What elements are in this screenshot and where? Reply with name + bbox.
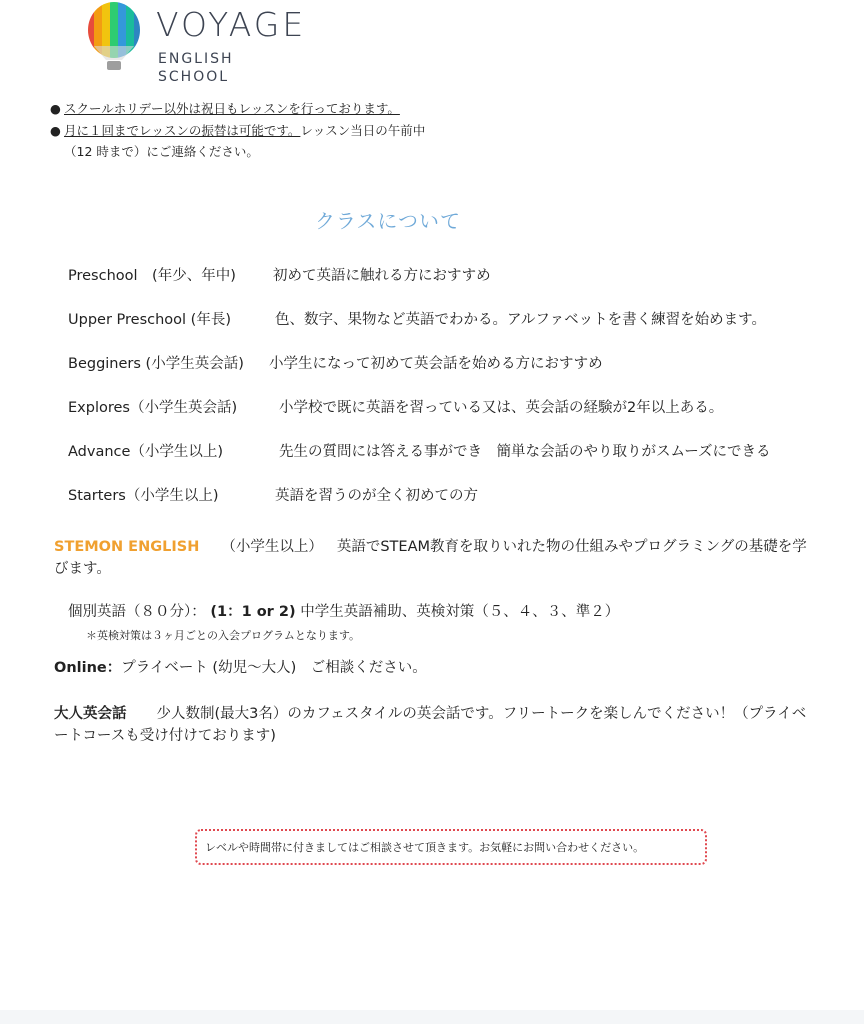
class-name: Advance（小学生以上) (68, 444, 224, 460)
class-name: Preschool (年少、年中) (68, 268, 236, 284)
footer-bar (0, 1010, 864, 1024)
logo-title: VOYAGE (156, 5, 307, 44)
class-desc: 先生の質問には答える事ができ 簡単な会話のやり取りがスムーズにできる (279, 444, 771, 460)
online-label: Online： (54, 660, 122, 676)
eiken-note: ＊英検対策は３ヶ月ごとの入会プログラムとなります。 (86, 629, 361, 642)
bullet-icon: ● (50, 123, 61, 138)
class-desc: 小学生になって初めて英会話を始める方におすすめ (269, 356, 603, 372)
stemon-name: STEMON ENGLISH (54, 539, 200, 555)
class-name: Starters（小学生以上) (68, 488, 219, 504)
bullet-icon: ● (50, 101, 61, 116)
adult-section (54, 703, 814, 747)
private-lesson-row (68, 601, 619, 623)
school-logo[interactable] (86, 2, 307, 85)
note-holiday-text: スクールホリデー以外は祝日もレッスンを行っております。 (64, 101, 400, 116)
note-makeup (50, 122, 425, 140)
notice-text: レベルや時間帯に付きましてはご相談させて頂きます。お気軽にお問い合わせください。 (205, 841, 645, 854)
private-desc: 中学生英語補助、英検対策（５、４、３、準２） (300, 604, 620, 620)
note-contact: （12 時まで）にご連絡ください。 (64, 144, 259, 159)
class-desc: 色、数字、果物など英語でわかる。アルファベットを書く練習を始めます。 (275, 312, 766, 328)
adult-desc: 少人数制(最大3名）のカフェスタイルの英会話です。フリートークを楽しんでください！（プライベートコースも受け付けております) (54, 706, 807, 744)
stemon-age: （小学生以上） (221, 539, 323, 555)
class-row (68, 354, 603, 374)
class-desc: 小学校で既に英語を習っている又は、英会話の経験が2年以上ある。 (279, 400, 724, 416)
class-row (68, 398, 724, 418)
notice-box (195, 829, 707, 865)
online-desc: プライベート (幼児〜大人) ご相談ください。 (121, 660, 427, 676)
stemon-desc: 英語でSTEAM教育を取りいれた物の仕組みやプログラミングの基礎を学びます。 (54, 539, 807, 577)
private-ratio: (1：1 or 2) (210, 604, 296, 620)
note-makeup-rest: レッスン当日の午前中 (300, 123, 426, 138)
class-row (68, 310, 766, 330)
note-holiday (50, 100, 400, 118)
class-row (68, 442, 771, 462)
class-row (68, 266, 491, 286)
class-row (68, 486, 478, 506)
adult-label: 大人英会話 (54, 706, 127, 722)
section-title: クラスについて (315, 209, 461, 233)
class-desc: 初めて英語に触れる方におすすめ (273, 268, 491, 284)
private-label: 個別英語（８０分）： (68, 604, 206, 620)
balloon-icon (86, 2, 142, 74)
logo-subtitle: ENGLISH SCHOOL (158, 51, 234, 85)
class-name: Begginers (小学生英会話) (68, 356, 244, 372)
class-desc: 英語を習うのが全く初めての方 (275, 488, 478, 504)
online-row (54, 657, 427, 679)
note-makeup-underlined: 月に１回までレッスンの振替は可能です。 (64, 123, 301, 138)
class-name: Upper Preschool (年長) (68, 312, 231, 328)
stemon-english-section (54, 536, 814, 580)
class-name: Explores（小学生英会話) (68, 400, 238, 416)
